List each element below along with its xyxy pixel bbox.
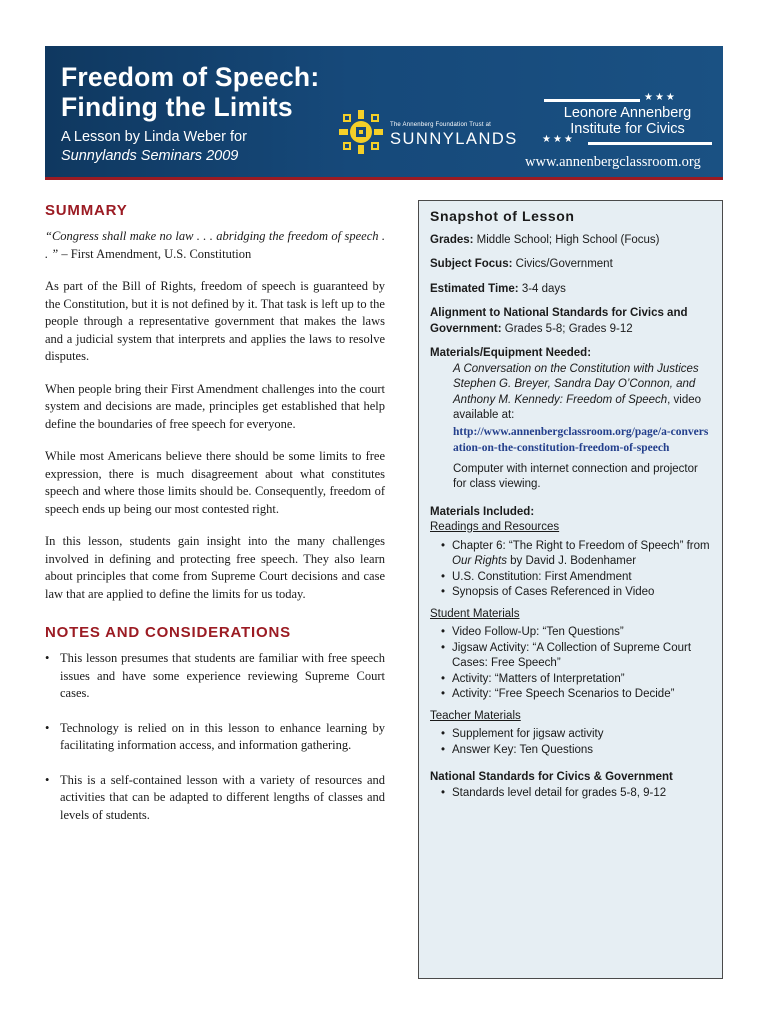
list-item: • U.S. Constitution: First Amendment (441, 570, 711, 586)
alignment-label: Alignment to National Standards for Civics and Government: (430, 307, 688, 335)
reading-item-1-suffix: by David J. Bodenhamer (506, 555, 637, 567)
student-materials-list (430, 625, 711, 703)
summary-paragraph-4: In this lesson, students gain insight into the many challenges involved in defining and protecting free speech. They also learn about principles that come from Supreme Court decisions and case law that are applied to define the limits for us today. (45, 534, 385, 601)
teacher-materials-label: Teacher Materials (430, 709, 521, 722)
summary-paragraph-3: While most Americans believe there should be some limits to free expression, there is much disagreement about what constitutes speech and where those limits should be. Consequently, freedom of speech ends up being our most contested right. (45, 449, 385, 516)
notes-list (45, 650, 385, 824)
list-item: • Jigsaw Activity: “A Collection of Supreme Court Cases: Free Speech” (441, 641, 711, 672)
time-label: Estimated Time: (430, 282, 519, 295)
institute-name-line-1: Leonore Annenberg (563, 105, 692, 121)
summary-heading: SUMMARY (45, 202, 128, 219)
alignment-value: Grades 5-8; Grades 9-12 (501, 322, 633, 335)
lesson-byline (61, 128, 247, 166)
lesson-title (61, 62, 319, 122)
list-item: • Supplement for jigsaw activity (441, 727, 711, 743)
subject-row (430, 257, 711, 273)
reading-item-1-book: Our Rights (452, 555, 507, 567)
time-row (430, 282, 711, 298)
materials-needed-row (430, 346, 711, 493)
list-item: • Technology is relied on in this lesson to enhance learning by facilitating information access, and information gathering. (45, 720, 385, 755)
sunnylands-trust-line: The Annenberg Foundation Trust at (390, 122, 491, 128)
teacher-materials-list (430, 727, 711, 758)
title-line-2: Finding the Limits (61, 92, 293, 122)
summary-paragraph-2: When people bring their First Amendment challenges into the court system and decisions are made, principles get established that help define the boundaries of free speech for everyone. (45, 381, 385, 431)
grades-value: Middle School; High School (Focus) (473, 233, 660, 246)
alignment-row (430, 306, 711, 337)
readings-label: Readings and Resources (430, 521, 560, 533)
list-item: • Standards level detail for grades 5-8, 9-12 (441, 786, 711, 802)
standards-list (430, 786, 711, 802)
materials-included-section (430, 505, 711, 759)
list-item: • This lesson presumes that students are familiar with free speech issues and have some experience reviewing Supreme Court cases. (45, 650, 385, 703)
list-item: • Synopsis of Cases Referenced in Video (441, 585, 711, 601)
list-item (441, 539, 711, 570)
logo-rule-bottom (588, 142, 712, 145)
subject-label: Subject Focus: (430, 258, 513, 270)
annenberg-institute-logo (540, 92, 715, 149)
author-line: A Lesson by Linda Weber for (61, 129, 247, 145)
quote-source: – First Amendment, U.S. Constitution (58, 246, 252, 261)
subject-value: Civics/Government (512, 258, 613, 270)
materials-needed-label: Materials/Equipment Needed: (430, 347, 592, 359)
logo-rule-top (544, 99, 640, 102)
video-link[interactable]: http://www.annenbergclassroom.org/page/a-conversation-on-the-constitution-freedom-of-speech (453, 425, 709, 454)
stars-top-icon: ★★★ (644, 92, 677, 103)
main-column (45, 202, 385, 841)
institute-name-line-2: Institute for Civics (570, 121, 685, 137)
video-title: A Conversation on the Constitution with Justices Stephen G. Breyer, Sandra Day O’Connon, and Anthony M. Kennedy: Freedom of Speech (453, 362, 699, 406)
seminar-line: Sunnylands Seminars 2009 (61, 148, 239, 164)
materials-included-label: Materials Included: (430, 505, 535, 518)
quote-text: “Congress shall make no law . . . abridging the freedom of speech . . ” (45, 229, 385, 261)
snapshot-panel (418, 200, 723, 979)
sunnylands-sun-logo-icon (337, 108, 385, 156)
national-standards-section (430, 770, 711, 801)
title-line-1: Freedom of Speech: (61, 62, 320, 92)
notes-heading: NOTES AND CONSIDERATIONS (45, 624, 291, 641)
grades-row (430, 233, 711, 249)
sunnylands-name: SUNNYLANDS (390, 130, 518, 148)
computer-note: Computer with internet connection and projector for class viewing. (453, 462, 698, 490)
list-item: • Activity: “Matters of Interpretation” (441, 672, 711, 688)
reading-item-1-prefix: Chapter 6: “The Right to Freedom of Speech” from (452, 539, 710, 552)
list-item: • Video Follow-Up: “Ten Questions” (441, 625, 711, 641)
list-item: • Activity: “Free Speech Scenarios to Decide” (441, 687, 711, 703)
grades-label: Grades: (430, 233, 474, 246)
summary-paragraph-1: As part of the Bill of Rights, freedom of speech is guaranteed by the Constitution, but it is not defined by it. That task is left up to the people through a representative government that makes the laws and a judicial system that interprets and applies the laws to resolve disputes. (45, 279, 385, 363)
stars-bottom-icon: ★★★ (542, 134, 575, 145)
video-suffix: , video available at: (453, 393, 702, 421)
sunnylands-wordmark (390, 122, 518, 149)
website-url[interactable]: www.annenbergclassroom.org (525, 154, 701, 170)
header-banner (45, 46, 723, 180)
list-item: • This is a self-contained lesson with a variety of resources and activities that can be adapted to different lengths of classes and levels of students. (45, 772, 385, 825)
readings-list (430, 539, 711, 601)
snapshot-title: Snapshot of Lesson (430, 208, 575, 224)
standards-label: National Standards for Civics & Government (430, 771, 673, 783)
first-amendment-quote (45, 228, 385, 263)
video-description (430, 362, 711, 424)
time-value: 3-4 days (518, 282, 566, 295)
list-item: • Answer Key: Ten Questions (441, 743, 711, 759)
student-materials-label: Student Materials (430, 607, 520, 620)
